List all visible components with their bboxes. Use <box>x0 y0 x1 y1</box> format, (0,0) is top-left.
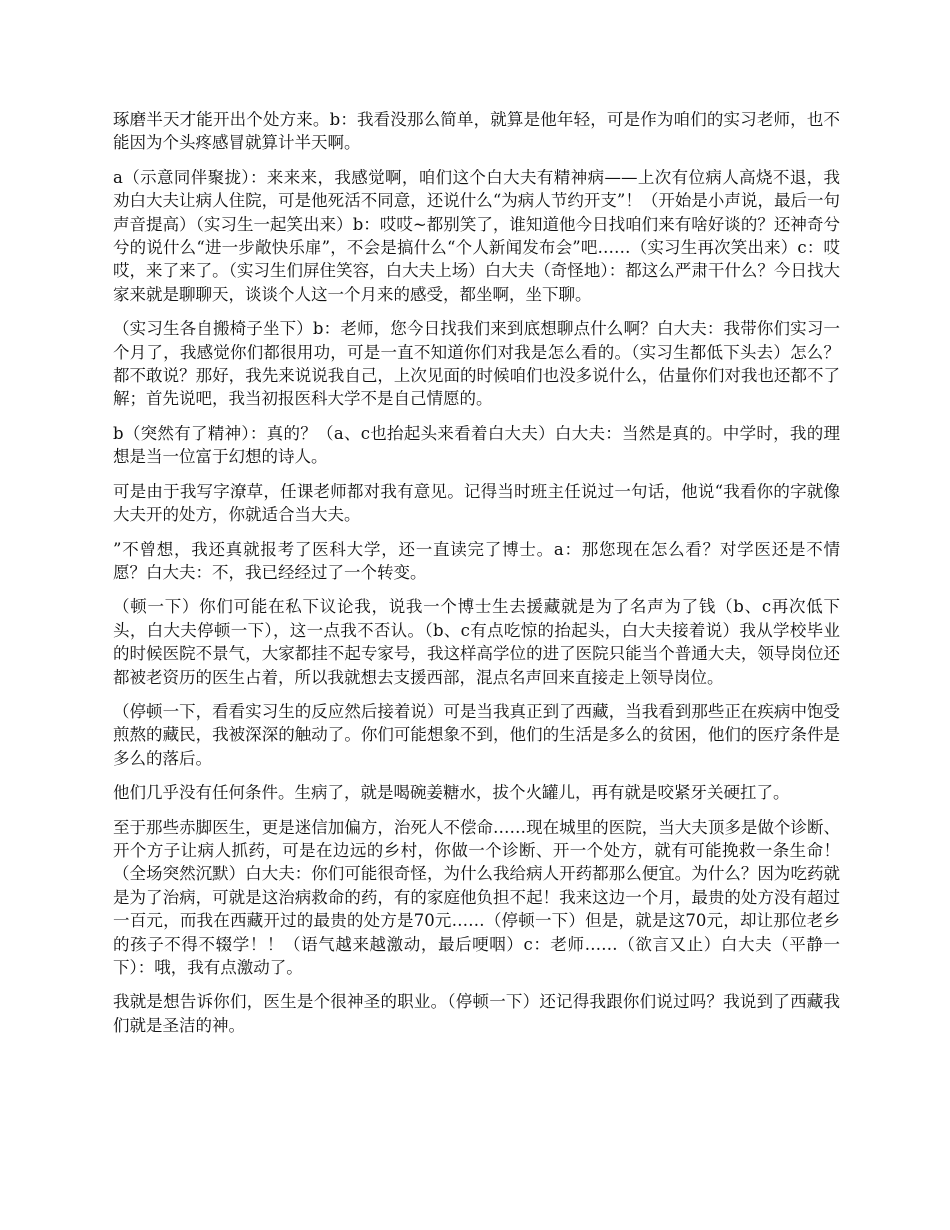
paragraph-6: ”不曾想，我还真就报考了医科大学，还一直读完了博士。a：那您现在怎么看？对学医还是不情愿？白大夫：不，我已经经过了一个转变。 <box>113 539 840 582</box>
paragraph-2: a（示意同伴聚拢）：来来来，我感觉啊，咱们这个白大夫有精神病——上次有位病人高烧不退，我劝白大夫让病人住院，可是他死活不同意，还说什么“为病人节约开支”！（开始是小声说，最后一句声音提高）（实习生一起笑出来）b：哎哎~都别笑了，谁知道他今日找咱们来有啥好谈的？还神奇兮兮的说什么“进一步敞快乐扉”，不会是搞什么“个人新闻发布会”吧……（实习生再次笑出来）c：哎哎，来了来了。（实习生们屏住笑容，白大夫上场）白大夫（奇怪地）：都这么严肃干什么？今日找大家来就是聊聊天，谈谈个人这一个月来的感受，都坐啊，坐下聊。 <box>113 167 840 304</box>
paragraph-5: 可是由于我写字潦草，任课老师都对我有意见。记得当时班主任说过一句话，他说“我看你的字就像大夫开的处方，你就适合当大夫。 <box>113 481 840 525</box>
paragraph-3: （实习生各自搬椅子坐下）b：老师，您今日找我们来到底想聊点什么啊？白大夫：我带你们实习一个月了，我感觉你们都很用功，可是一直不知道你们对我是怎么看的。（实习生都低下头去）怎么？都不敢说？那好，我先来说说我自己，上次见面的时候咱们也没多说什么，估量你们对我也还都不了解；首先说吧，我当初报医科大学不是自己情愿的。 <box>113 319 840 409</box>
paragraph-1: 琢磨半天才能开出个处方来。b：我看没那么简单，就算是他年轻，可是作为咱们的实习老师，也不能因为个头疼感冒就算计半天啊。 <box>113 110 840 153</box>
paragraph-10: 至于那些赤脚医生，更是迷信加偏方，治死人不偿命……现在城里的医院，当大夫顶多是做个诊断、开个方子让病人抓药，可是在边远的乡村，你做一个诊断、开一个处方，就有可能挽救一条生命！（全场突然沉默）白大夫：你们可能很奇怪，为什么我给病人开药都那么便宜。为什么？因为吃药就是为了治病，可就是这治病救命的药，有的家庭他负担不起！我来这边一个月，最贵的处方没有超过一百元，而我在西藏开过的最贵的处方是70元……（停顿一下）但是，就是这70元，却让那位老乡的孩子不得不辍学！！（语气越来越激动，最后哽咽）c：老师……（欲言又止）白大夫（平静一下）：哦，我有点激动了。 <box>113 817 840 977</box>
document-page <box>113 108 840 1048</box>
paragraph-11: 我就是想告诉你们，医生是个很神圣的职业。（停顿一下）还记得我跟你们说过吗？我说到了西藏我们就是圣洁的神。 <box>113 992 840 1035</box>
paragraph-9: 他们几乎没有任何条件。生病了，就是喝碗姜糖水，拔个火罐儿，再有就是咬紧牙关硬扛了。 <box>113 783 790 803</box>
paragraph-8: （停顿一下，看看实习生的反应然后接着说）可是当我真正到了西藏，当我看到那些正在疾病中饱受煎熬的藏民，我被深深的触动了。你们可能想象不到，他们的生活是多么的贫困，他们的医疗条件是多么的落后。 <box>113 701 840 768</box>
paragraph-7: （顿一下）你们可能在私下议论我，说我一个博士生去援藏就是为了名声为了钱（b、c再次低下头，白大夫停顿一下），这一点我不否认。（b、c有点吃惊的抬起头，白大夫接着说）我从学校毕业的时候医院不景气，大家都挂不起专家号，我这样高学位的进了医院只能当个普通大夫，领导岗位还都被老资历的医生占着，所以我就想去支援西部，混点名声回来直接走上领导岗位。 <box>113 597 840 687</box>
paragraph-4: b（突然有了精神）：真的？（a、c也抬起头来看着白大夫）白大夫：当然是真的。中学时，我的理想是当一位富于幻想的诗人。 <box>113 423 840 467</box>
